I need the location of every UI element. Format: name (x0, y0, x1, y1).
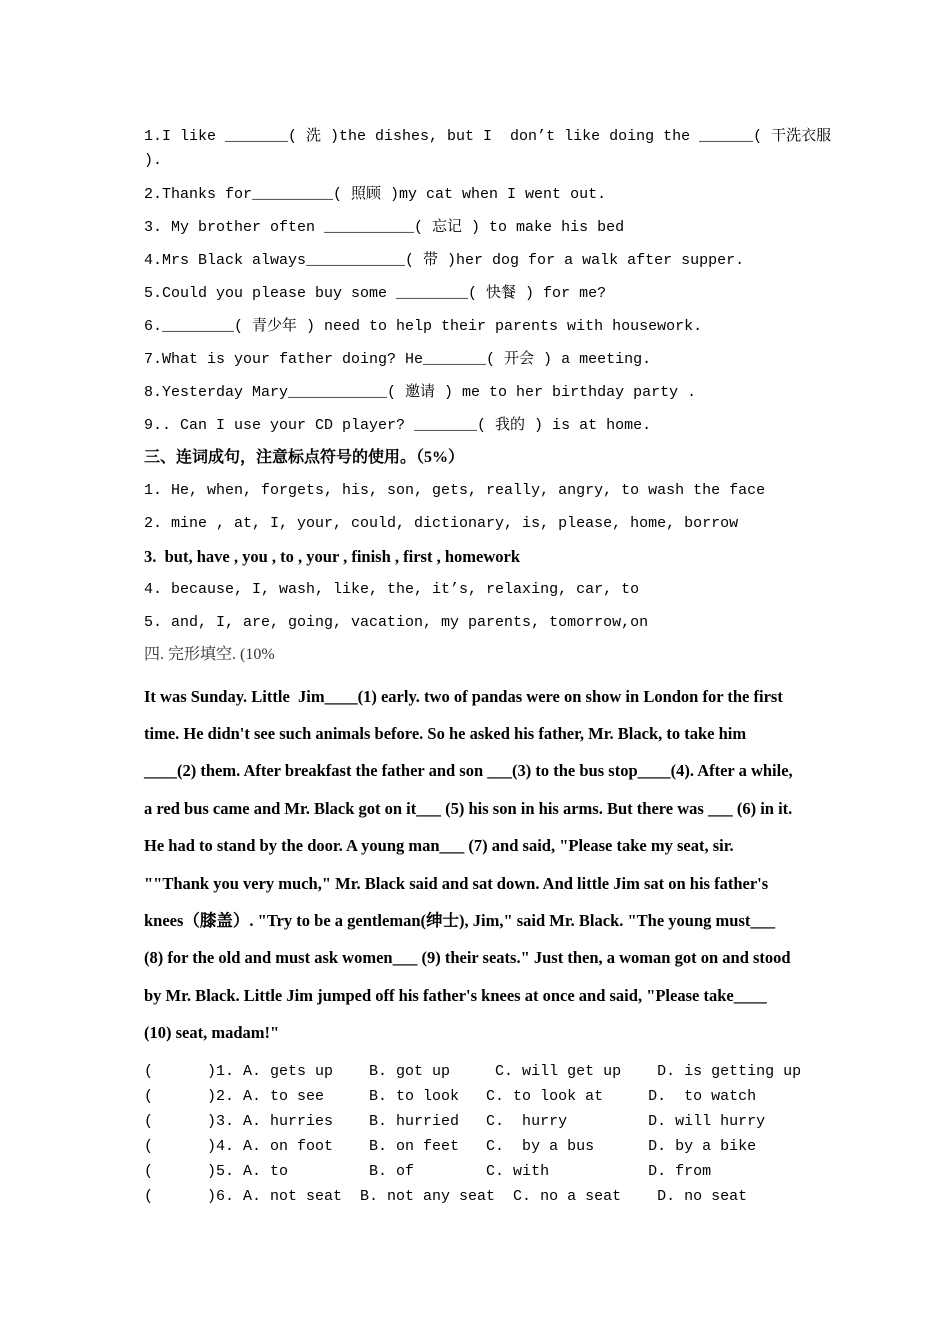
vocab-question-1: 1.I like _______( 洗 )the dishes, but I don’t like doing the ______( 干洗衣服 (144, 128, 832, 145)
section-3-item-2: 2. mine , at, I, your, could, dictionary, is, please, home, borrow (144, 515, 739, 532)
cloze-line: knees（膝盖）. "Try to be a gentleman(绅士), Jim," said Mr. Black. "The young must___ (144, 911, 776, 930)
option-row: ( )3. A. hurries B. hurried C. hurry D. will hurry (144, 1113, 766, 1130)
vocab-question-7: 7.What is your father doing? He_______( 开会 ) a meeting. (144, 351, 652, 368)
section-4-heading: 四. 完形填空. (10% (144, 646, 275, 663)
vocab-question-1-cont: ). (144, 152, 163, 169)
vocab-question-9: 9.. Can I use your CD player? _______( 我的 ) is at home. (144, 417, 652, 434)
option-row: ( )1. A. gets up B. got up C. will get up D. is getting up (144, 1063, 802, 1080)
cloze-line: (8) for the old and must ask women___ (9) their seats." Just then, a woman got on and stood (144, 948, 791, 967)
cloze-line: ____(2) them. After breakfast the father and son ___(3) to the bus stop____(4). After a while, (144, 761, 793, 780)
vocab-question-6: 6.________( 青少年 ) need to help their parents with housework. (144, 318, 703, 335)
section-3-item-4: 4. because, I, wash, like, the, it’s, relaxing, car, to (144, 581, 640, 598)
section-3-heading: 三、连词成句，注意标点符号的使用。（5%） (144, 449, 465, 466)
cloze-line: It was Sunday. Little Jim____(1) early. two of pandas were on show in London for the first (144, 687, 783, 706)
vocab-question-8: 8.Yesterday Mary___________( 邀请 ) me to her birthday party . (144, 384, 697, 401)
section-3-item-3: 3. but, have , you , to , your , finish , first , homework (144, 547, 521, 566)
section-3-item-1: 1. He, when, forgets, his, son, gets, really, angry, to wash the face (144, 482, 766, 499)
cloze-line: He had to stand by the door. A young man___ (7) and said, "Please take my seat, sir. (144, 836, 734, 855)
cloze-line: by Mr. Black. Little Jim jumped off his father's knees at once and said, "Please take____ (144, 986, 767, 1005)
option-row: ( )5. A. to B. of C. with D. from (144, 1163, 712, 1180)
cloze-line: ""Thank you very much," Mr. Black said and sat down. And little Jim sat on his father's (144, 874, 769, 893)
option-row: ( )4. A. on foot B. on feet C. by a bus D. by a bike (144, 1138, 757, 1155)
vocab-question-3: 3. My brother often __________( 忘记 ) to make his bed (144, 219, 625, 236)
option-row: ( )6. A. not seat B. not any seat C. no a seat D. no seat (144, 1188, 748, 1205)
option-row: ( )2. A. to see B. to look C. to look at D. to watch (144, 1088, 757, 1105)
section-3-item-5: 5. and, I, are, going, vacation, my parents, tomorrow,on (144, 614, 649, 631)
cloze-line: time. He didn't see such animals before. So he asked his father, Mr. Black, to take him (144, 724, 747, 743)
cloze-line: a red bus came and Mr. Black got on it___ (5) his son in his arms. But there was ___ (6) in it. (144, 799, 793, 818)
vocab-question-5: 5.Could you please buy some ________( 快餐 ) for me? (144, 285, 607, 302)
cloze-line: (10) seat, madam!" (144, 1023, 280, 1042)
vocab-question-4: 4.Mrs Black always___________( 带 )her dog for a walk after supper. (144, 252, 745, 269)
vocab-question-2: 2.Thanks for_________( 照顾 )my cat when I went out. (144, 186, 607, 203)
